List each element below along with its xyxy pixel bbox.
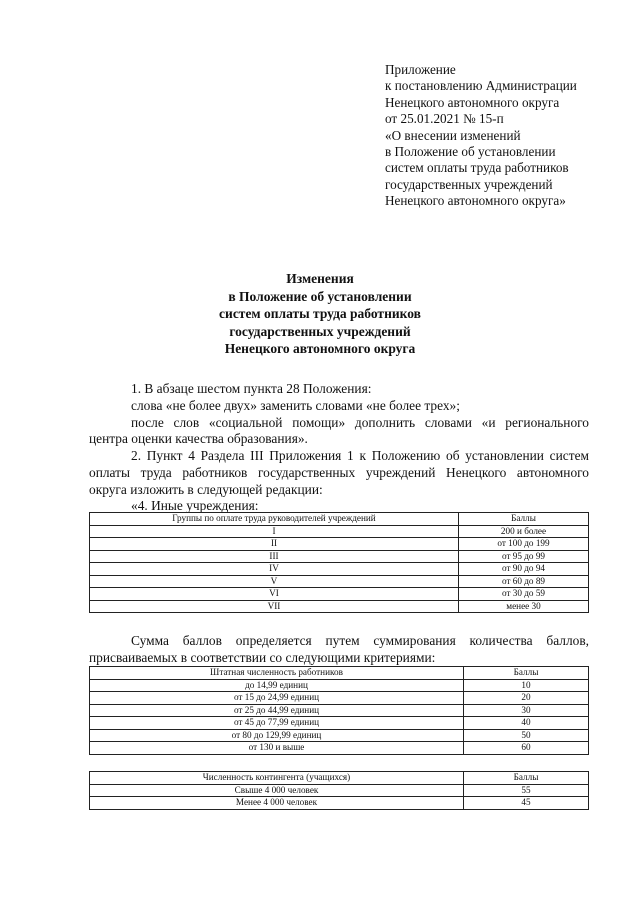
criterion-cell: Менее 4 000 человек bbox=[90, 797, 464, 810]
item-1-line: после слов «социальной помощи» дополнить словами «и регионального bbox=[131, 414, 589, 430]
table-header-row bbox=[90, 667, 589, 680]
table-row bbox=[90, 588, 589, 601]
points-cell: 60 bbox=[464, 742, 589, 755]
appendix-header bbox=[385, 62, 625, 210]
group-cell: II bbox=[90, 538, 459, 551]
sum-line: присваиваемых в соответствии со следующими критериями: bbox=[89, 649, 436, 665]
table-row bbox=[90, 729, 589, 742]
criterion-cell: от 15 до 24,99 единиц bbox=[90, 692, 464, 705]
points-cell: менее 30 bbox=[459, 600, 589, 613]
column-header: Численность контингента (учащихся) bbox=[90, 772, 464, 785]
item-2-line: 2. Пункт 4 Раздела III Приложения 1 к Положению об установлении систем bbox=[131, 448, 589, 463]
group-cell: IV bbox=[90, 563, 459, 576]
points-cell: 55 bbox=[464, 784, 589, 797]
document-title bbox=[0, 270, 640, 358]
staff-count-table bbox=[89, 666, 589, 755]
title-line: Изменения bbox=[286, 271, 354, 286]
appendix-line: к постановлению Администрации bbox=[385, 78, 577, 94]
table-header-row bbox=[90, 513, 589, 526]
appendix-line: в Положение об установлении bbox=[385, 144, 556, 160]
group-cell: V bbox=[90, 575, 459, 588]
table-row bbox=[90, 600, 589, 613]
group-cell: I bbox=[90, 525, 459, 538]
title-line: в Положение об установлении bbox=[228, 288, 412, 304]
points-cell: 20 bbox=[464, 692, 589, 705]
column-header: Штатная численность работников bbox=[90, 667, 464, 680]
appendix-line: Приложение bbox=[385, 62, 456, 77]
title-line: Ненецкого автономного округа bbox=[224, 341, 416, 357]
criterion-cell: Свыше 4 000 человек bbox=[90, 784, 464, 797]
table-row bbox=[90, 550, 589, 563]
criterion-cell: от 45 до 77,99 единиц bbox=[90, 717, 464, 730]
title-line: систем оплаты труда работников bbox=[219, 306, 421, 322]
appendix-line: систем оплаты труда работников bbox=[385, 160, 569, 176]
column-header: Группы по оплате труда руководителей учреждений bbox=[90, 513, 459, 526]
group-cell: III bbox=[90, 550, 459, 563]
criterion-cell: до 14,99 единиц bbox=[90, 679, 464, 692]
criterion-cell: от 130 и выше bbox=[90, 742, 464, 755]
student-count-table bbox=[89, 771, 589, 810]
table-row bbox=[90, 742, 589, 755]
item-2-paragraph bbox=[89, 448, 589, 515]
appendix-line: «О внесении изменений bbox=[385, 127, 521, 143]
appendix-line: Ненецкого автономного округа bbox=[385, 94, 560, 110]
points-cell: от 60 до 89 bbox=[459, 575, 589, 588]
points-cell: 40 bbox=[464, 717, 589, 730]
points-cell: 10 bbox=[464, 679, 589, 692]
table-row bbox=[90, 797, 589, 810]
title-line: государственных учреждений bbox=[229, 323, 411, 339]
points-cell: от 95 до 99 bbox=[459, 550, 589, 563]
sum-line: Сумма баллов определяется путем суммирования количества баллов, bbox=[131, 633, 589, 648]
table-row bbox=[90, 575, 589, 588]
table-row bbox=[90, 717, 589, 730]
item-1-line: слова «не более двух» заменить словами «не более трех»; bbox=[131, 397, 460, 413]
table-row bbox=[90, 525, 589, 538]
item-2-line: «4. Иные учреждения: bbox=[131, 498, 259, 514]
group-cell: VI bbox=[90, 588, 459, 601]
item-2-line: оплаты труда работников государственных учреждений Ненецкого автономного bbox=[89, 464, 589, 480]
group-cell: VII bbox=[90, 600, 459, 613]
appendix-line: Ненецкого автономного округа» bbox=[385, 193, 566, 209]
points-cell: 50 bbox=[464, 729, 589, 742]
appendix-line: государственных учреждений bbox=[385, 176, 553, 192]
table-header-row bbox=[90, 772, 589, 785]
points-cell: от 100 до 199 bbox=[459, 538, 589, 551]
points-cell: от 30 до 59 bbox=[459, 588, 589, 601]
points-cell: 30 bbox=[464, 704, 589, 717]
criterion-cell: от 25 до 44,99 единиц bbox=[90, 704, 464, 717]
column-header: Баллы bbox=[459, 513, 589, 526]
item-1-paragraph bbox=[89, 381, 589, 448]
sum-paragraph bbox=[89, 633, 589, 667]
item-2-line: округа изложить в следующей редакции: bbox=[89, 481, 323, 497]
appendix-line: от 25.01.2021 № 15-п bbox=[385, 111, 504, 127]
points-cell: от 90 до 94 bbox=[459, 563, 589, 576]
column-header: Баллы bbox=[464, 772, 589, 785]
table-row bbox=[90, 692, 589, 705]
criterion-cell: от 80 до 129,99 единиц bbox=[90, 729, 464, 742]
table-row bbox=[90, 704, 589, 717]
table-row bbox=[90, 563, 589, 576]
points-cell: 200 и более bbox=[459, 525, 589, 538]
item-1-line: центра оценки качества образования». bbox=[89, 431, 308, 447]
table-row bbox=[90, 679, 589, 692]
points-cell: 45 bbox=[464, 797, 589, 810]
column-header: Баллы bbox=[464, 667, 589, 680]
table-row bbox=[90, 538, 589, 551]
table-row bbox=[90, 784, 589, 797]
item-1-line: 1. В абзаце шестом пункта 28 Положения: bbox=[131, 381, 372, 396]
salary-groups-table bbox=[89, 512, 589, 613]
